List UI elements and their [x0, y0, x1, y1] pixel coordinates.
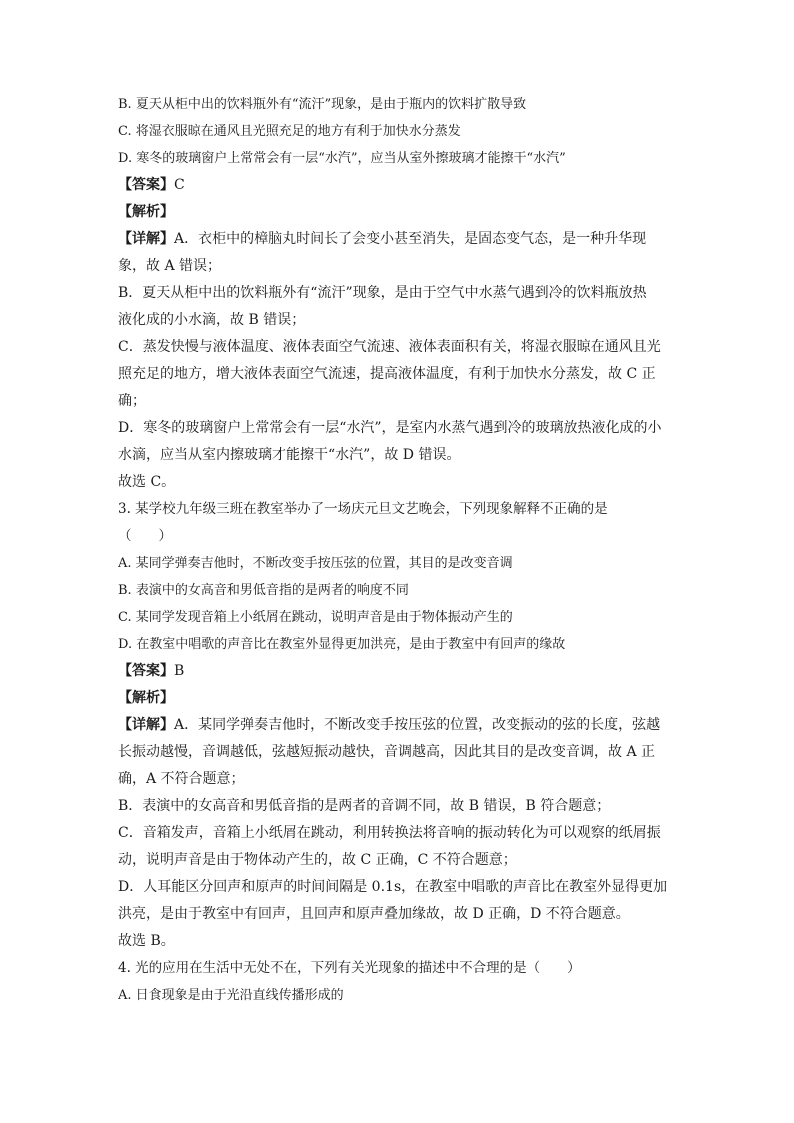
q2-detail-line: 象，故 A 错误； [118, 258, 222, 274]
q3-detail-line: 洪亮，是由于教室中有回声，且回声和原声叠加缘故，故 D 正确，D 不符合题意。 [118, 906, 630, 922]
q3-conclusion: 故选 B。 [118, 933, 175, 949]
q3-detail-line: 确，A 不符合题意； [118, 771, 245, 787]
q2-detail-line: 水滴，应当从室内擦玻璃才能擦干“水汽”，故 D 错误。 [118, 447, 461, 463]
q3-detail-line: D．人耳能区分回声和原声的时间间隔是 0.1s，在教室中唱歌的声音比在教室外显得更加 [118, 879, 668, 895]
document-page [118, 91, 678, 1009]
q2-answer [118, 172, 678, 199]
answer-tag: 【答案】 [118, 177, 174, 193]
q3-option-c: C. 某同学发现音箱上小纸屑在跳动，说明声音是由于物体振动产生的 [118, 610, 513, 625]
q3-blank: （ ） [118, 528, 172, 544]
q3-answer [118, 658, 678, 685]
q2-option-c: C. 将湿衣服晾在通风且光照充足的地方有利于加快水分蒸发 [118, 124, 461, 139]
q4-stem: 4. 光的应用在生活中无处不在，下列有关光现象的描述中不合理的是（ ） [118, 960, 581, 976]
detail-tag: 【详解】 [118, 231, 174, 247]
q3-option-d: D. 在教室中唱歌的声音比在教室外显得更加洪亮，是由于教室中有回声的缘故 [118, 637, 566, 652]
q2-detail-line: C．蒸发快慢与液体温度、液体表面空气流速、液体表面积有关，将湿衣服晾在通风且光 [118, 339, 661, 355]
q2-detail-line: 确； [118, 393, 146, 409]
q2-detail-line: 照充足的地方，增大液体表面空气流速，提高液体温度，有利于加快水分蒸发，故 C 正 [118, 366, 656, 382]
detail-tag: 【详解】 [118, 717, 174, 733]
q2-detail-line: B．夏天从柜中出的饮料瓶外有“流汗”现象，是由于空气中水蒸气遇到冷的饮料瓶放热 [118, 285, 647, 301]
q4-option-a: A. 日食现象是由于光沿直线传播形成的 [118, 988, 344, 1003]
q3-detail-line: C．音箱发声，音箱上小纸屑在跳动，利用转换法将音响的振动转化为可以观察的纸屑振 [118, 825, 661, 841]
q3-detail-line: 动，说明声音是由于物体动产生的，故 C 正确，C 不符合题意； [118, 852, 517, 868]
q3-detail-line: 长振动越慢，音调越低，弦越短振动越快，音调越高，因此其目的是改变音调，故 A 正 [118, 744, 656, 760]
q2-option-d: D. 寒冬的玻璃窗户上常常会有一层“水汽”，应当从室外擦玻璃才能擦干“水汽” [118, 151, 566, 166]
q2-detail-line: D．寒冬的玻璃窗户上常常会有一层“水汽”，是室内水蒸气遇到冷的玻璃放热液化成的小 [118, 420, 662, 436]
q2-analysis-tag: 【解析】 [118, 204, 174, 220]
q3-stem: 3. 某学校九年级三班在教室举办了一场庆元旦文艺晚会，下列现象解释不正确的是 [118, 501, 608, 517]
q3-detail-line: 【详解】A．某同学弹奏吉他时，不断改变手按压弦的位置，改变振动的弦的长度，弦越 [118, 717, 661, 733]
q3-option-a: A. 某同学弹奏吉他时，不断改变手按压弦的位置，其目的是改变音调 [118, 556, 513, 571]
q3-option-b: B. 表演中的女高音和男低音指的是两者的响度不同 [118, 583, 409, 598]
q3-analysis-tag: 【解析】 [118, 690, 174, 706]
answer-tag: 【答案】 [118, 663, 174, 679]
answer-value: B [174, 663, 185, 679]
q3-detail-line: B．表演中的女高音和男低音指的是两者的音调不同，故 B 错误，B 符合题意； [118, 798, 611, 814]
q2-detail-line: 液化成的小水滴，故 B 错误； [118, 312, 306, 328]
answer-value: C [174, 177, 185, 193]
q2-option-b: B. 夏天从柜中出的饮料瓶外有“流汗”现象，是由于瓶内的饮料扩散导致 [118, 97, 527, 112]
q2-detail-line: 【详解】A．衣柜中的樟脑丸时间长了会变小甚至消失，是固态变气态，是一种升华现 [118, 231, 647, 247]
q2-conclusion: 故选 C。 [118, 474, 176, 490]
